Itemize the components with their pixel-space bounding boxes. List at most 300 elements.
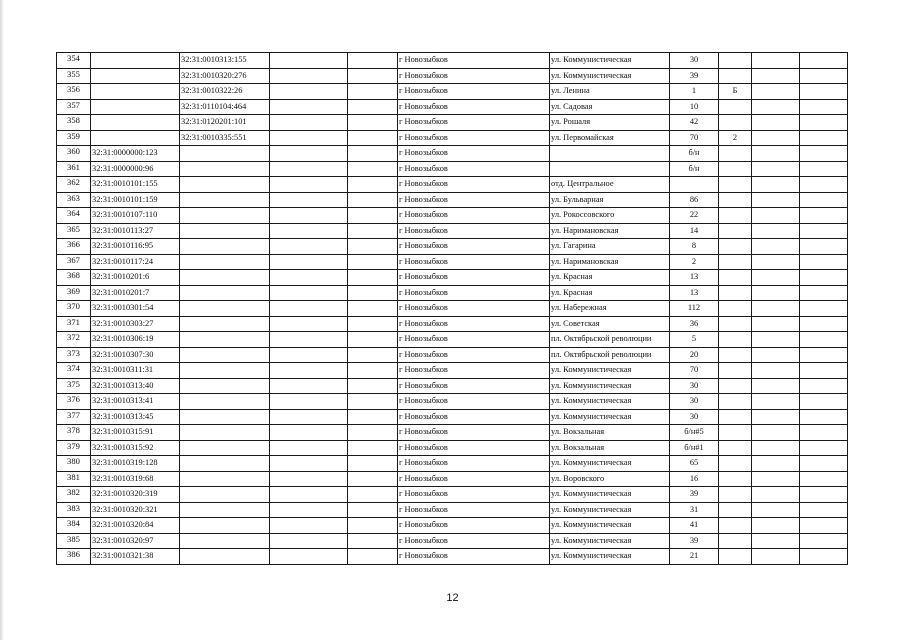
cadastral-number-building: 32:31:0010107:110 (91, 208, 180, 224)
empty-cell (270, 254, 348, 270)
row-number: 376 (57, 394, 91, 410)
street-cell: ул. Коммунистическая (550, 363, 670, 379)
street-cell: ул. Наримановская (550, 254, 670, 270)
row-number: 358 (57, 115, 91, 131)
cadastral-number-premises (180, 363, 270, 379)
empty-cell (348, 146, 398, 162)
row-number: 385 (57, 533, 91, 549)
building-block-cell (719, 115, 752, 131)
house-number-cell: 8 (670, 239, 719, 255)
row-number: 361 (57, 161, 91, 177)
cadastral-number-building (91, 53, 180, 69)
empty-cell (752, 378, 800, 394)
row-number: 384 (57, 518, 91, 534)
empty-cell (800, 270, 848, 286)
empty-cell (348, 332, 398, 348)
building-block-cell (719, 239, 752, 255)
row-number: 366 (57, 239, 91, 255)
cadastral-number-building: 32:31:0010313:45 (91, 409, 180, 425)
street-cell: ул. Коммунистическая (550, 549, 670, 565)
empty-cell (752, 316, 800, 332)
house-number-cell: б/н#1 (670, 440, 719, 456)
street-cell: пл. Октябрьской революции (550, 332, 670, 348)
cadastral-number-premises (180, 487, 270, 503)
cadastral-number-building: 32:31:0010320:319 (91, 487, 180, 503)
empty-cell (348, 425, 398, 441)
street-cell: ул. Наримановская (550, 223, 670, 239)
row-number: 365 (57, 223, 91, 239)
cadastral-number-premises (180, 285, 270, 301)
city-cell: г Новозыбков (398, 378, 550, 394)
house-number-cell: 16 (670, 471, 719, 487)
cadastral-number-building: 32:31:0010301:54 (91, 301, 180, 317)
cadastral-number-premises (180, 425, 270, 441)
cadastral-number-premises (180, 518, 270, 534)
empty-cell (270, 301, 348, 317)
cadastral-number-building: 32:31:0000000:123 (91, 146, 180, 162)
street-cell: ул. Садовая (550, 99, 670, 115)
empty-cell (752, 239, 800, 255)
row-number: 363 (57, 192, 91, 208)
empty-cell (270, 115, 348, 131)
empty-cell (800, 518, 848, 534)
street-cell: ул. Рокоссовского (550, 208, 670, 224)
empty-cell (348, 84, 398, 100)
empty-cell (348, 533, 398, 549)
house-number-cell: 39 (670, 68, 719, 84)
house-number-cell: 70 (670, 363, 719, 379)
empty-cell (348, 161, 398, 177)
empty-cell (348, 301, 398, 317)
cadastral-number-premises: 32:31:0120201:101 (180, 115, 270, 131)
empty-cell (752, 518, 800, 534)
cadastral-number-building: 32:31:0010311:31 (91, 363, 180, 379)
building-block-cell: Б (719, 84, 752, 100)
cadastral-number-premises (180, 347, 270, 363)
building-block-cell (719, 425, 752, 441)
cadastral-number-building: 32:31:0010320:84 (91, 518, 180, 534)
cadastral-number-building: 32:31:0010306:19 (91, 332, 180, 348)
empty-cell (270, 84, 348, 100)
city-cell: г Новозыбков (398, 363, 550, 379)
cadastral-number-building: 32:31:0010101:155 (91, 177, 180, 193)
house-number-cell (670, 177, 719, 193)
empty-cell (752, 130, 800, 146)
table-row (57, 285, 848, 301)
empty-cell (348, 316, 398, 332)
empty-cell (270, 409, 348, 425)
row-number: 371 (57, 316, 91, 332)
building-block-cell (719, 53, 752, 69)
cadastral-number-building: 32:31:0010113:27 (91, 223, 180, 239)
empty-cell (348, 378, 398, 394)
city-cell: г Новозыбков (398, 518, 550, 534)
street-cell: ул. Коммунистическая (550, 53, 670, 69)
empty-cell (270, 456, 348, 472)
empty-cell (800, 301, 848, 317)
city-cell: г Новозыбков (398, 487, 550, 503)
empty-cell (270, 425, 348, 441)
city-cell: г Новозыбков (398, 177, 550, 193)
house-number-cell: 39 (670, 533, 719, 549)
city-cell: г Новозыбков (398, 549, 550, 565)
cadastral-number-premises (180, 549, 270, 565)
building-block-cell (719, 208, 752, 224)
table-row (57, 394, 848, 410)
city-cell: г Новозыбков (398, 533, 550, 549)
empty-cell (752, 84, 800, 100)
empty-cell (800, 316, 848, 332)
cadastral-number-building (91, 115, 180, 131)
street-cell: ул. Коммунистическая (550, 502, 670, 518)
row-number: 386 (57, 549, 91, 565)
building-block-cell (719, 270, 752, 286)
city-cell: г Новозыбков (398, 332, 550, 348)
empty-cell (800, 549, 848, 565)
street-cell: ул. Бульварная (550, 192, 670, 208)
cadastral-number-building: 32:31:0010117:24 (91, 254, 180, 270)
empty-cell (800, 208, 848, 224)
row-number: 374 (57, 363, 91, 379)
empty-cell (348, 518, 398, 534)
empty-cell (800, 502, 848, 518)
table-row (57, 533, 848, 549)
cadastral-number-building: 32:31:0010321:38 (91, 549, 180, 565)
cadastral-number-building (91, 84, 180, 100)
empty-cell (752, 363, 800, 379)
street-cell (550, 146, 670, 162)
building-block-cell (719, 378, 752, 394)
empty-cell (800, 533, 848, 549)
building-block-cell (719, 440, 752, 456)
house-number-cell: 2 (670, 254, 719, 270)
city-cell: г Новозыбков (398, 130, 550, 146)
city-cell: г Новозыбков (398, 456, 550, 472)
table-row (57, 316, 848, 332)
row-number: 360 (57, 146, 91, 162)
row-number: 370 (57, 301, 91, 317)
house-number-cell: 65 (670, 456, 719, 472)
cadastral-number-building: 32:31:0010320:321 (91, 502, 180, 518)
empty-cell (800, 425, 848, 441)
cadastral-number-building: 32:31:0010307:30 (91, 347, 180, 363)
address-registry-table (56, 52, 848, 565)
cadastral-number-premises (180, 533, 270, 549)
city-cell: г Новозыбков (398, 502, 550, 518)
building-block-cell (719, 161, 752, 177)
empty-cell (800, 68, 848, 84)
empty-cell (348, 285, 398, 301)
house-number-cell: 13 (670, 270, 719, 286)
empty-cell (752, 285, 800, 301)
street-cell: ул. Советская (550, 316, 670, 332)
page-number: 12 (446, 592, 459, 604)
house-number-cell: 39 (670, 487, 719, 503)
cadastral-number-premises (180, 146, 270, 162)
empty-cell (752, 425, 800, 441)
building-block-cell (719, 347, 752, 363)
empty-cell (752, 487, 800, 503)
cadastral-number-premises (180, 316, 270, 332)
empty-cell (270, 285, 348, 301)
building-block-cell (719, 549, 752, 565)
empty-cell (800, 239, 848, 255)
empty-cell (270, 378, 348, 394)
empty-cell (752, 549, 800, 565)
empty-cell (270, 239, 348, 255)
cadastral-number-building: 32:31:0010201:7 (91, 285, 180, 301)
table-row (57, 471, 848, 487)
empty-cell (348, 394, 398, 410)
empty-cell (348, 487, 398, 503)
empty-cell (270, 68, 348, 84)
cadastral-number-building: 32:31:0010315:92 (91, 440, 180, 456)
house-number-cell: 86 (670, 192, 719, 208)
cadastral-number-building: 32:31:0010319:128 (91, 456, 180, 472)
empty-cell (800, 223, 848, 239)
cadastral-number-building (91, 68, 180, 84)
cadastral-number-premises (180, 254, 270, 270)
empty-cell (752, 68, 800, 84)
city-cell: г Новозыбков (398, 115, 550, 131)
empty-cell (800, 161, 848, 177)
house-number-cell: 70 (670, 130, 719, 146)
house-number-cell: 42 (670, 115, 719, 131)
building-block-cell (719, 332, 752, 348)
street-cell: ул. Набережная (550, 301, 670, 317)
empty-cell (752, 99, 800, 115)
house-number-cell: 30 (670, 409, 719, 425)
empty-cell (800, 440, 848, 456)
city-cell: г Новозыбков (398, 223, 550, 239)
building-block-cell (719, 471, 752, 487)
city-cell: г Новозыбков (398, 68, 550, 84)
empty-cell (270, 471, 348, 487)
table-row (57, 440, 848, 456)
empty-cell (348, 270, 398, 286)
empty-cell (270, 177, 348, 193)
city-cell: г Новозыбков (398, 161, 550, 177)
building-block-cell (719, 394, 752, 410)
house-number-cell: 30 (670, 53, 719, 69)
table-body (57, 53, 848, 565)
empty-cell (800, 84, 848, 100)
table-row (57, 301, 848, 317)
street-cell: ул. Коммунистическая (550, 487, 670, 503)
empty-cell (752, 502, 800, 518)
row-number: 378 (57, 425, 91, 441)
cadastral-number-premises (180, 378, 270, 394)
table-row (57, 332, 848, 348)
building-block-cell (719, 456, 752, 472)
empty-cell (752, 394, 800, 410)
house-number-cell: 30 (670, 394, 719, 410)
empty-cell (800, 146, 848, 162)
empty-cell (270, 549, 348, 565)
building-block-cell: 2 (719, 130, 752, 146)
house-number-cell: 41 (670, 518, 719, 534)
empty-cell (752, 161, 800, 177)
street-cell: ул. Вокзальная (550, 440, 670, 456)
table-row (57, 487, 848, 503)
city-cell: г Новозыбков (398, 239, 550, 255)
table-row (57, 177, 848, 193)
cadastral-number-premises (180, 409, 270, 425)
cadastral-number-premises (180, 456, 270, 472)
empty-cell (752, 533, 800, 549)
empty-cell (752, 223, 800, 239)
empty-cell (348, 99, 398, 115)
house-number-cell: 30 (670, 378, 719, 394)
empty-cell (800, 177, 848, 193)
empty-cell (752, 177, 800, 193)
cadastral-number-premises: 32:31:0010335:551 (180, 130, 270, 146)
row-number: 359 (57, 130, 91, 146)
table-row (57, 68, 848, 84)
table-row (57, 347, 848, 363)
city-cell: г Новозыбков (398, 409, 550, 425)
empty-cell (270, 487, 348, 503)
cadastral-number-premises (180, 440, 270, 456)
empty-cell (348, 115, 398, 131)
empty-cell (800, 456, 848, 472)
empty-cell (270, 223, 348, 239)
empty-cell (752, 192, 800, 208)
building-block-cell (719, 192, 752, 208)
street-cell: ул. Гагарина (550, 239, 670, 255)
empty-cell (800, 409, 848, 425)
row-number: 369 (57, 285, 91, 301)
empty-cell (348, 347, 398, 363)
city-cell: г Новозыбков (398, 146, 550, 162)
empty-cell (752, 146, 800, 162)
empty-cell (752, 440, 800, 456)
table-row (57, 161, 848, 177)
city-cell: г Новозыбков (398, 285, 550, 301)
empty-cell (270, 394, 348, 410)
table-row (57, 130, 848, 146)
cadastral-number-premises: 32:31:0010320:276 (180, 68, 270, 84)
street-cell: ул. Красная (550, 285, 670, 301)
empty-cell (800, 99, 848, 115)
row-number: 368 (57, 270, 91, 286)
empty-cell (348, 502, 398, 518)
table-row (57, 363, 848, 379)
empty-cell (752, 471, 800, 487)
house-number-cell: б/н (670, 161, 719, 177)
cadastral-number-premises (180, 177, 270, 193)
house-number-cell: 1 (670, 84, 719, 100)
street-cell: ул. Первомайская (550, 130, 670, 146)
table-row (57, 502, 848, 518)
empty-cell (270, 347, 348, 363)
empty-cell (270, 53, 348, 69)
empty-cell (348, 239, 398, 255)
building-block-cell (719, 502, 752, 518)
empty-cell (800, 192, 848, 208)
empty-cell (752, 409, 800, 425)
table-row (57, 409, 848, 425)
empty-cell (800, 347, 848, 363)
house-number-cell: 36 (670, 316, 719, 332)
cadastral-number-building: 32:31:0000000:96 (91, 161, 180, 177)
empty-cell (800, 363, 848, 379)
row-number: 380 (57, 456, 91, 472)
cadastral-number-premises: 32:31:0010322:26 (180, 84, 270, 100)
row-number: 381 (57, 471, 91, 487)
house-number-cell: 31 (670, 502, 719, 518)
city-cell: г Новозыбков (398, 440, 550, 456)
empty-cell (270, 270, 348, 286)
empty-cell (270, 363, 348, 379)
city-cell: г Новозыбков (398, 254, 550, 270)
scan-edge (0, 0, 4, 640)
city-cell: г Новозыбков (398, 394, 550, 410)
empty-cell (270, 99, 348, 115)
city-cell: г Новозыбков (398, 316, 550, 332)
cadastral-number-premises (180, 471, 270, 487)
cadastral-number-premises (180, 192, 270, 208)
building-block-cell (719, 223, 752, 239)
row-number: 362 (57, 177, 91, 193)
empty-cell (270, 533, 348, 549)
cadastral-number-building: 32:31:0010116:95 (91, 239, 180, 255)
empty-cell (752, 53, 800, 69)
row-number: 377 (57, 409, 91, 425)
empty-cell (270, 130, 348, 146)
street-cell: ул. Вокзальная (550, 425, 670, 441)
street-cell: пл. Октябрьской революции (550, 347, 670, 363)
building-block-cell (719, 68, 752, 84)
row-number: 356 (57, 84, 91, 100)
city-cell: г Новозыбков (398, 301, 550, 317)
empty-cell (270, 316, 348, 332)
cadastral-number-premises (180, 223, 270, 239)
city-cell: г Новозыбков (398, 53, 550, 69)
row-number: 355 (57, 68, 91, 84)
table-row (57, 99, 848, 115)
row-number: 379 (57, 440, 91, 456)
street-cell: ул. Красная (550, 270, 670, 286)
table-row (57, 254, 848, 270)
cadastral-number-premises (180, 270, 270, 286)
empty-cell (348, 471, 398, 487)
city-cell: г Новозыбков (398, 99, 550, 115)
row-number: 354 (57, 53, 91, 69)
table-row (57, 456, 848, 472)
cadastral-number-premises (180, 208, 270, 224)
table-row (57, 425, 848, 441)
street-cell: ул. Коммунистическая (550, 533, 670, 549)
empty-cell (800, 285, 848, 301)
empty-cell (752, 254, 800, 270)
empty-cell (270, 161, 348, 177)
building-block-cell (719, 533, 752, 549)
cadastral-number-premises (180, 239, 270, 255)
house-number-cell: 10 (670, 99, 719, 115)
empty-cell (800, 115, 848, 131)
table-row (57, 270, 848, 286)
empty-cell (752, 208, 800, 224)
building-block-cell (719, 99, 752, 115)
empty-cell (800, 487, 848, 503)
cadastral-number-building: 32:31:0010319:68 (91, 471, 180, 487)
row-number: 364 (57, 208, 91, 224)
table-row (57, 378, 848, 394)
city-cell: г Новозыбков (398, 425, 550, 441)
empty-cell (348, 549, 398, 565)
empty-cell (752, 456, 800, 472)
